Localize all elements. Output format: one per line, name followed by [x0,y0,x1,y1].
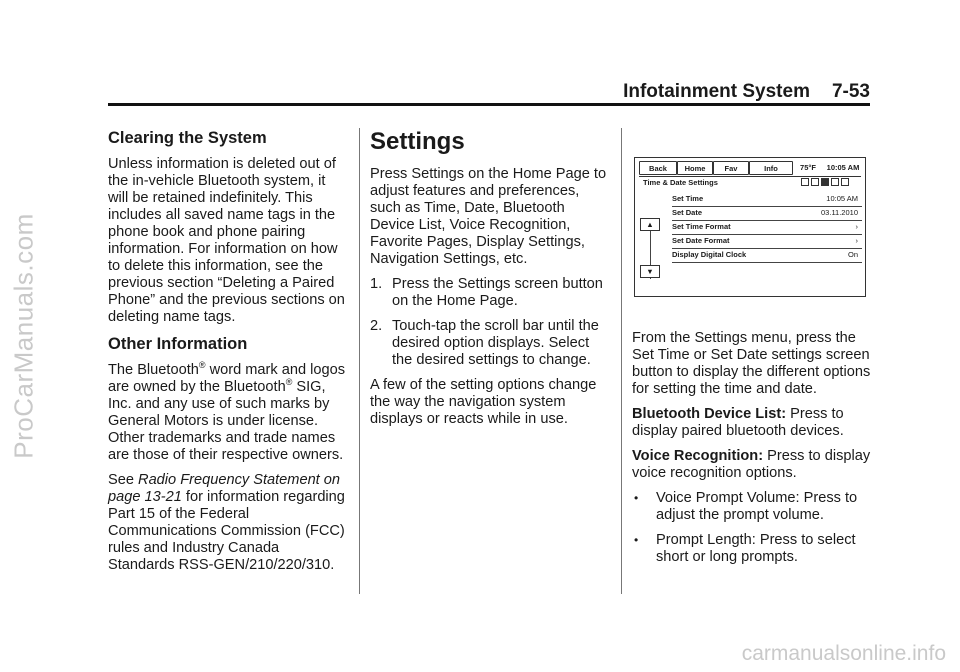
settings-intro: Press Settings on the Home Page to adjust features and preferences, such as Time, Date, Bluetooth Device List, Voice Recognition, Favorite Pages, Display Settings, Navigation Settings, etc. [370,166,607,267]
status-icon-1 [801,178,809,186]
few-settings-paragraph: A few of the setting options change the way the navigation system displays or reacts while in use. [370,377,597,427]
reference-link[interactable]: Radio Frequency Statement on page 13-21 [108,472,341,505]
page-number: 7-53 [831,81,870,102]
screen-temperature: 75°F [800,162,816,172]
page-header [108,81,870,103]
bottom-watermark: carmanualsonline.info [741,642,946,665]
screen-back-button: Back [639,161,677,175]
status-icon-2 [811,178,819,186]
step-2: 2. Touch-tap the scroll bar until the desired option displays. Select the desired settings to change. [370,318,599,368]
screen-row-set-time: Set Time 10:05 AM [672,194,862,207]
scroll-down-icon: ▼ [640,265,660,278]
settings-screen-illustration [634,157,866,297]
column-3 [632,330,872,574]
screen-home-button: Home [677,161,713,175]
section-title: Infotainment System [623,81,810,102]
column-divider-2 [621,128,622,594]
trademark-paragraph: The Bluetooth® word mark and logos are owned by the Bluetooth® SIG, Inc. and any use of such marks by General Motors is under license. Other trademarks and trade names are those of their respective owners. [108,360,346,463]
column-divider-1 [359,128,360,594]
status-icon-5 [841,178,849,186]
screen-info-button: Info [749,161,793,175]
voice-recognition-paragraph: Voice Recognition: Press to display voice recognition options. [632,448,871,481]
column-2 [370,128,610,436]
heading-other-information: Other Information [108,335,248,353]
column-1 [108,128,348,582]
clearing-paragraph: Unless information is deleted out of the in-vehicle Bluetooth system, it will be retained indefinitely. This includes all saved name tags in the phone book and phone pairing information. For information on how to delete this information, see the previous section “Deleting a Paired Phone” and the previous sections on deleting name tags. [108,156,345,325]
screen-fav-button: Fav [713,161,749,175]
screen-clock: 10:05 AM [826,162,860,172]
scroll-up-icon: ▲ [640,218,660,231]
screen-title: Time & Date Settings [643,178,718,187]
status-icon-4 [831,178,839,186]
side-watermark [2,0,46,672]
screen-row-set-date: Set Date 03.11.2010 [672,208,862,221]
heading-settings: Settings [370,128,465,155]
bullet-voice-prompt-volume: • Voice Prompt Volume: Press to adjust the prompt volume. [634,490,858,523]
from-settings-paragraph: From the Settings menu, press the Set Time or Set Date settings screen button to display the different options for setting the time and date. [632,330,871,397]
step-1: 1. Press the Settings screen button on the Home Page. [370,276,603,309]
bullet-prompt-length: • Prompt Length: Press to select short or long prompts. [634,532,856,565]
screen-row-digital-clock: Display Digital Clock On [672,250,862,263]
status-icon-3 [821,178,829,186]
see-reference-paragraph: See Radio Frequency Statement on page 13-21 for information regarding Part 15 of the Federal Communications Commission (FCC) rules and Industry Canada Standards RSS-GEN/210/220/310. [108,472,345,573]
heading-clearing-system: Clearing the System [108,129,267,147]
screen-row-date-format: Set Date Format › [672,236,862,249]
side-watermark-text: ProCarManuals.com [8,213,39,459]
screen-row-time-format: Set Time Format › [672,222,862,235]
header-rule [108,103,870,106]
screen-top-rule [639,176,861,177]
bluetooth-device-list-paragraph: Bluetooth Device List: Press to display paired bluetooth devices. [632,406,844,439]
screen-status-icons [801,178,859,187]
